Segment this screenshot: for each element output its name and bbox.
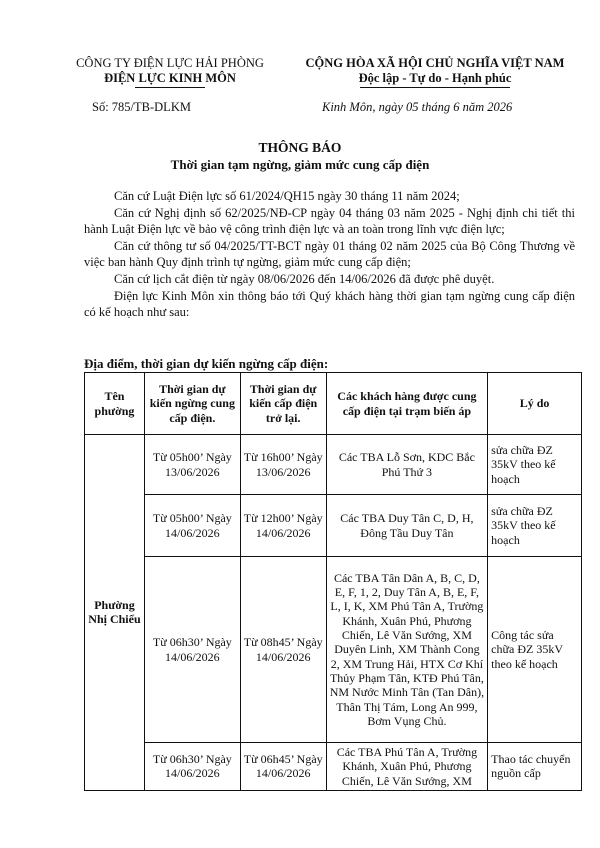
paragraph-legal-basis-1: Căn cứ Luật Điện lực số 61/2024/QH15 ngày 30 tháng 11 năm 2024; xyxy=(114,189,460,203)
row-end-time: Từ 06h45’ Ngày 14/06/2026 xyxy=(240,743,326,791)
row-reason: sửa chữa ĐZ 35kV theo kế hoạch xyxy=(488,495,582,557)
table-row xyxy=(85,495,582,557)
row-end-time: Từ 08h45’ Ngày 14/06/2026 xyxy=(240,557,326,743)
issuer-parent-org: CÔNG TY ĐIỆN LỰC HẢI PHÒNG xyxy=(76,56,264,70)
row-customers: Các TBA Lỗ Sơn, KDC Bắc Phú Thứ 3 xyxy=(326,435,488,495)
header-start-time: Thời gian dự kiến ngừng cung cấp điện. xyxy=(144,373,240,435)
issuer-block xyxy=(60,56,280,88)
row-customers: Các TBA Phú Tân A, Trường Khánh, Xuân Phú, Phương Chiến, Lê Văn Sướng, XM xyxy=(326,743,488,791)
row-start-time: Từ 06h30’ Ngày 14/06/2026 xyxy=(144,743,240,791)
header-customers: Các khách hàng được cung cấp điện tại trạm biến áp xyxy=(326,373,488,435)
ward-name: Phường Nhị Chiểu xyxy=(85,435,145,791)
row-customers: Các TBA Duy Tân C, D, H, Đông Tầu Duy Tân xyxy=(326,495,488,557)
issuer-underline xyxy=(135,87,205,88)
row-reason: Công tác sửa chữa ĐZ 35kV theo kế hoạch xyxy=(488,557,582,743)
row-reason: Thao tác chuyển nguồn cấp xyxy=(488,743,582,791)
table-row xyxy=(85,743,582,791)
row-start-time: Từ 05h00’ Ngày 14/06/2026 xyxy=(144,495,240,557)
document-body xyxy=(84,189,575,322)
paragraph-legal-basis-2: Căn cứ Nghị định số 62/2025/NĐ-CP ngày 04 tháng 03 năm 2025 - Nghị định chi tiết thi hành Luật Điện lực về bảo vệ công trình điện lực và an toàn trong lĩnh vực điện lực; xyxy=(84,206,575,236)
document-number: Số: 785/TB-DLKM xyxy=(92,100,191,114)
row-reason: sửa chữa ĐZ 35kV theo kế hoạch xyxy=(488,435,582,495)
country-name: CỘNG HÒA XÃ HỘI CHỦ NGHĨA VIỆT NAM xyxy=(305,56,565,70)
outage-schedule-table xyxy=(84,372,582,791)
row-start-time: Từ 05h00’ Ngày 13/06/2026 xyxy=(144,435,240,495)
header-reason: Lý do xyxy=(488,373,582,435)
section-heading: Địa điểm, thời gian dự kiến ngừng cấp điện: xyxy=(84,356,329,371)
paragraph-legal-basis-3: Căn cứ thông tư số 04/2025/TT-BCT ngày 01 tháng 02 năm 2025 của Bộ Công Thương về việc ban hành Quy định trình tự ngừng, giảm mức cung cấp điện; xyxy=(84,239,575,269)
table-row xyxy=(85,435,582,495)
issuer-org-name: ĐIỆN LỰC KINH MÔN xyxy=(104,71,236,85)
document-subtitle: Thời gian tạm ngừng, giảm mức cung cấp điện xyxy=(170,157,430,172)
place-and-date: Kinh Môn, ngày 05 tháng 6 năm 2026 xyxy=(322,100,513,114)
paragraph-announcement: Điện lực Kinh Môn xin thông báo tới Quý khách hàng thời gian tạm ngừng cung cấp điện có kế hoạch như sau: xyxy=(84,289,575,319)
row-end-time: Từ 12h00’ Ngày 14/06/2026 xyxy=(240,495,326,557)
document-title: THÔNG BÁO xyxy=(258,140,342,155)
motto-underline xyxy=(360,87,510,88)
row-end-time: Từ 16h00’ Ngày 13/06/2026 xyxy=(240,435,326,495)
table-row xyxy=(85,557,582,743)
national-heading xyxy=(300,56,570,88)
table-header-row xyxy=(85,373,582,435)
header-ward: Tên phường xyxy=(85,373,145,435)
row-start-time: Từ 06h30’ Ngày 14/06/2026 xyxy=(144,557,240,743)
row-customers: Các TBA Tân Dân A, B, C, D, E, F, 1, 2, Duy Tân A, B, E, F, L, I, K, XM Phú Tân A, Trường Khánh, Xuân Phú, Phương Chiến, Lê Văn Sướng, XM Duyên Linh, XM Thành Cong 2, XM Trung Hải, HTX Cơ Khí Thủy Phạm Tân, KTĐ Phú Tân, NM Nước Minh Tân (Tan Dân), Thân Thị Tám, Long An 999, Bơm Vụng Chủ. xyxy=(326,557,488,743)
national-motto: Độc lập - Tự do - Hạnh phúc xyxy=(358,71,512,85)
header-end-time: Thời gian dự kiến cấp điện trở lại. xyxy=(240,373,326,435)
paragraph-legal-basis-4: Căn cứ lịch cắt điện từ ngày 08/06/2026 đến 14/06/2026 đã được phê duyệt. xyxy=(114,272,495,287)
